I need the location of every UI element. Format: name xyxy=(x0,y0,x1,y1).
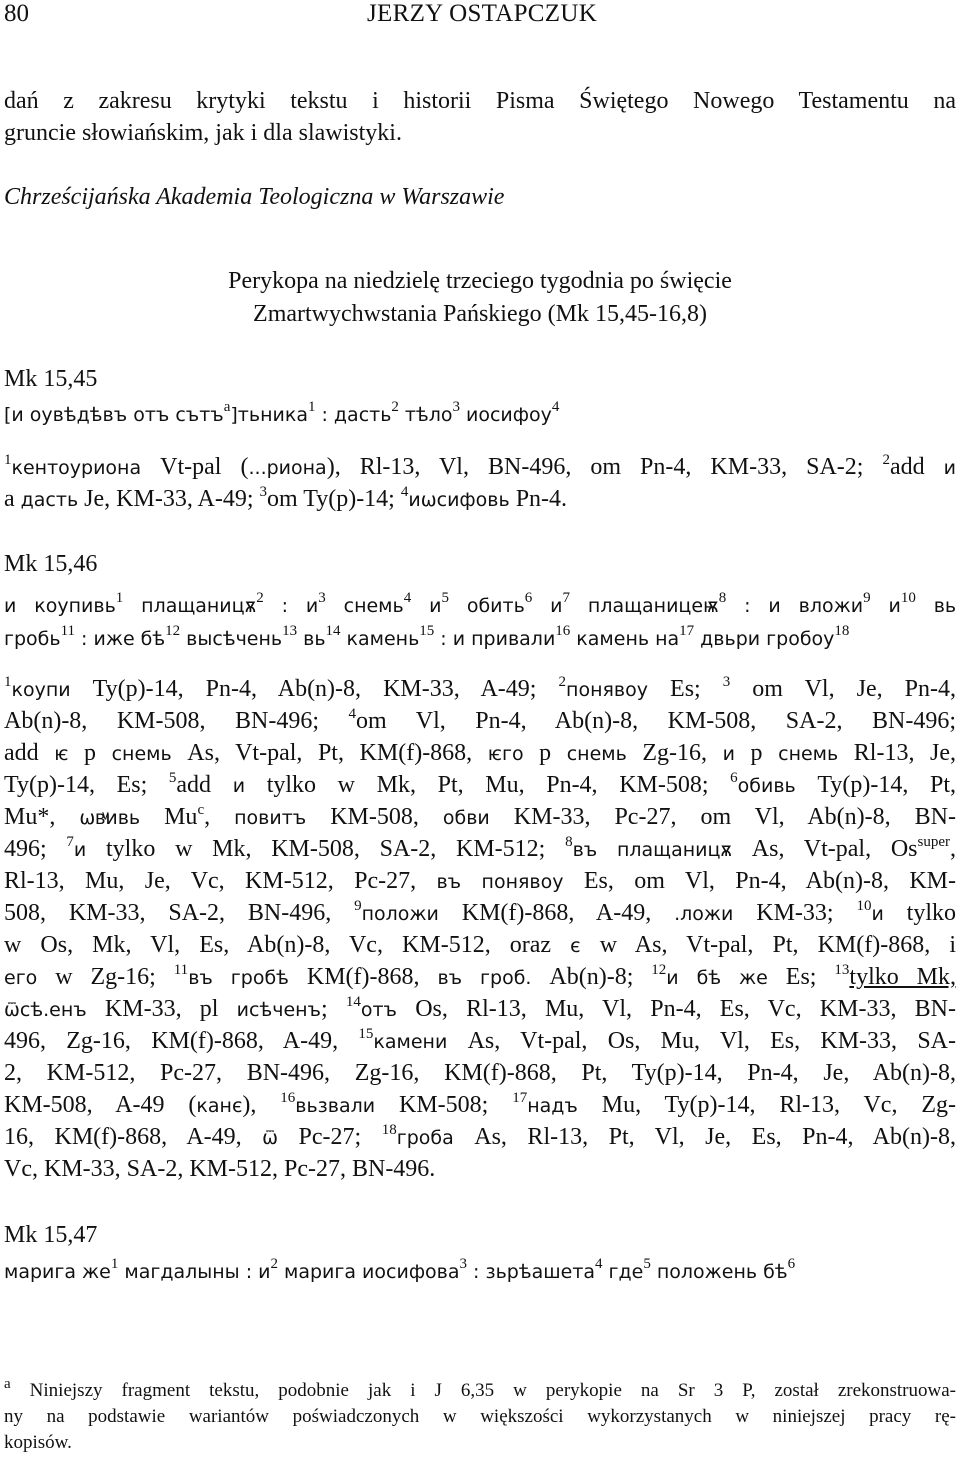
section-title-line-1: Perykopa na niedzielę trzeciego tygodnia po święcie xyxy=(228,268,732,294)
footnote-line-3: kopisów. xyxy=(4,1432,72,1453)
apparatus-line: Rl-13, Mu, Je, Vc, KM-512, Pc-27, въ понявоу Es, om Vl, Pn-4, Ab(n)-8, KM- xyxy=(4,868,956,894)
apparatus-line: 16, KM(f)-868, A-49, ѿ Pc-27; $^{18}$гроба As, Rl-13, Pt, Vl, Je, Es, Pn-4, Ab(n)-8, xyxy=(4,1122,956,1150)
apparatus-line: 2, KM-512, Pc-27, BN-496, Zg-16, KM(f)-868, Pt, Ty(p)-14, Pn-4, Je, Ab(n)-8, xyxy=(4,1060,956,1086)
apparatus-line: его w Zg-16; $^{11}$въ гробѣ KM(f)-868, въ гроб. Ab(n)-8; $^{12}$и бѣ же Es; $^{13}$tylko Mk, xyxy=(4,962,957,990)
apparatus-line: KM-508, A-49 (канє), $^{16}$вьзвали KM-508; $^{17}$надъ Mu, Ty(p)-14, Rl-13, Vc, Zg- xyxy=(4,1090,956,1118)
verse-ref-15-46: Mk 15,46 xyxy=(4,551,98,577)
verse-ref-15-47: Mk 15,47 xyxy=(4,1222,98,1248)
verse-text-line: и коупивь$^1$ плащаницѫ$^2$ : $и^3$ снемь$^4$ $и^5$ обить$^6$ $и^7$ плащаницеѭ$^8$ : и вложи$^9$ $и^{10}$ вь xyxy=(4,590,957,617)
apparatus-line: w Os, Mk, Vl, Es, Ab(n)-8, Vc, KM-512, oraz є w As, Vt-pal, Pt, KM(f)-868, i xyxy=(4,932,956,958)
institution: Chrześcijańska Akademia Teologiczna w Warszawie xyxy=(4,184,505,210)
footnote-line-1: $^a$ Niniejszy fragment tekstu, podobnie jak i J 6,35 w perykopie na Sr 3 P, został zrekonstruowa- xyxy=(4,1375,956,1401)
apparatus-line: $^1$кентоуриона Vt-pal (...риона), Rl-13, Vl, BN-496, om Pn-4, KM-33, SA-2; $^2$add и xyxy=(4,452,957,480)
apparatus-line: 508, KM-33, SA-2, BN-496, $^9$положи KM(f)-868, A-49, .ложи KM-33; $^{10}$и tylko xyxy=(4,898,957,926)
footnote-line-2: ny na podstawie wariantów poświadczonych w większości wykorzystanych w niniejszej pracy rę- xyxy=(4,1406,956,1427)
apparatus-line: 496; $^7$и tylko w Mk, KM-508, SA-2, KM-512; $^8$въ плащаницѫ As, Vt-pal, $Os^{super}$, xyxy=(4,834,956,862)
intro-line-2: gruncie słowiańskim, jak i dla slawistyki. xyxy=(4,120,402,146)
intro-line-1: dań z zakresu krytyki tekstu i historii Pisma Świętego Nowego Testamentu na xyxy=(4,88,956,114)
section-title-line-2: Zmartwychwstania Pańskiego (Mk 15,45-16,8) xyxy=(253,301,707,327)
apparatus-line: Vc, KM-33, SA-2, KM-512, Pc-27, BN-496. xyxy=(4,1156,436,1182)
apparatus-line: Ty(p)-14, Es; $^5$add и tylko w Mk, Pt, Mu, Pn-4, KM-508; $^6$обивь Ty(p)-14, Pt, xyxy=(4,770,956,798)
apparatus-line: Ab(n)-8, KM-508, BN-496; $^4$om Vl, Pn-4, Ab(n)-8, KM-508, SA-2, BN-496; xyxy=(4,706,956,734)
verse-text-15-45: [и оувѣдѣвъ отъ сътъ$^a$]тьника$^1$ : дасть$^2$ тѣло$^3$ иосифоу$^4$ xyxy=(4,399,560,426)
running-title: JERZY OSTAPCZUK xyxy=(367,0,598,27)
apparatus-line: $^1$коупи Ty(p)-14, Pn-4, Ab(n)-8, KM-33, A-49; $^2$понявоу Es; $^3$ om Vl, Je, Pn-4, xyxy=(4,674,956,702)
apparatus-line: Mu*, ωвͮивь Mu$^c$, повитъ KM-508, обви KM-33, Pc-27, om Vl, Ab(n)-8, BN- xyxy=(4,802,956,830)
verse-text-15-47: марига $же^1$ магдалыны : $и^2$ марига иосифова$^3$ : зьрѣашета$^4$ где$^5$ положень $бѣ^6$ xyxy=(4,1256,796,1283)
page-number: 80 xyxy=(4,0,29,27)
verse-text-line: гробь$^{11}$ : иже $бѣ^{12}$ высѣчень$^{13}$ $вь^{14}$ камень$^{15}$ : и привали$^{16}$ камень $на^{17}$ двьри гробоу$^{18}$ xyxy=(4,623,850,650)
apparatus-line: add ѥ p снемь As, Vt-pal, Pt, KM(f)-868, ѥго p снемь Zg-16, и p снемь Rl-13, Je, xyxy=(4,740,957,766)
verse-ref-15-45: Mk 15,45 xyxy=(4,366,98,392)
apparatus-line: ѿсѣ.енъ KM-33, pl исѣченъ; $^{14}$отъ Os, Rl-13, Mu, Vl, Pn-4, Es, Vc, KM-33, BN- xyxy=(4,994,956,1022)
apparatus-line: 496, Zg-16, KM(f)-868, A-49, $^{15}$камени As, Vt-pal, Os, Mu, Vl, Es, KM-33, SA- xyxy=(4,1026,957,1054)
apparatus-line: a дасть Je, KM-33, A-49; $^3$om Ty(p)-14; $^4$иωсифовь Pn-4. xyxy=(4,484,568,512)
